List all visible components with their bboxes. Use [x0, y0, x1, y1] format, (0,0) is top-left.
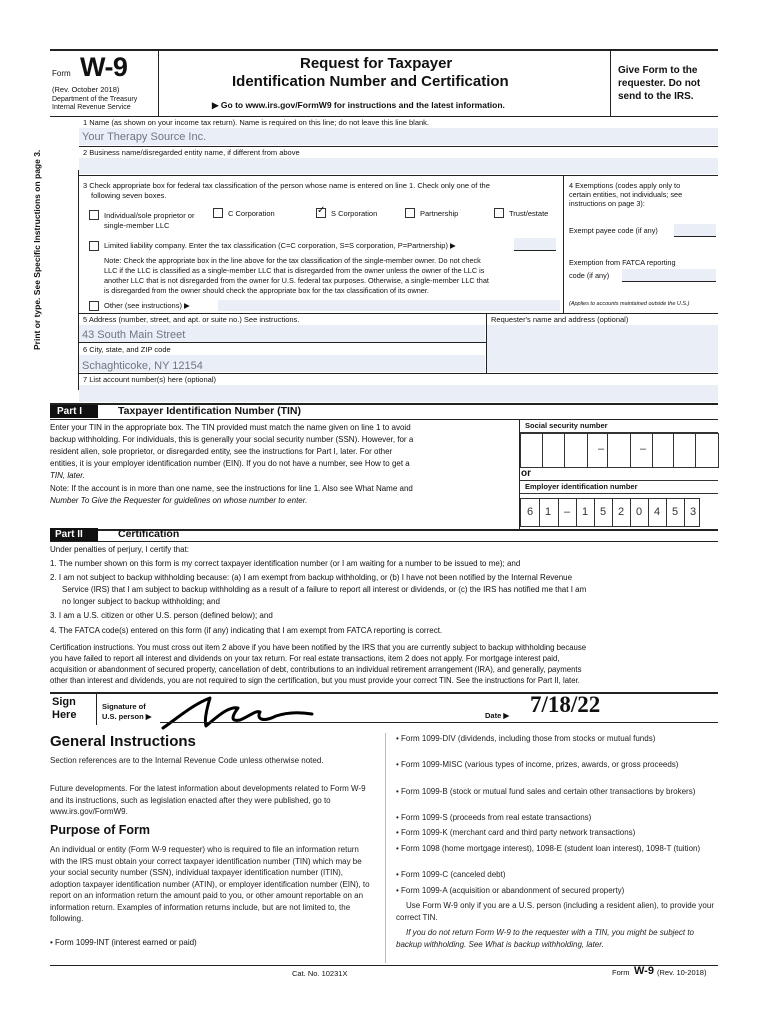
ssn-cell-divider — [587, 434, 588, 467]
fatca-label-2: code (if any) — [569, 271, 610, 280]
form-1099-misc: • Form 1099-MISC (various types of income, prizes, awards, or gross proceeds) — [396, 760, 679, 769]
part1-note-2: Number To Give the Requester for guidelines on whose number to enter. — [50, 496, 308, 505]
trust-estate-label: Trust/estate — [509, 209, 549, 218]
fatca-code-field[interactable] — [622, 269, 716, 281]
cert-instructions-2: you have failed to report all interest and dividends on your tax return. For real estate transactions, item 2 does not apply. For mortgage interest paid, — [50, 654, 560, 663]
note-line-3: another LLC that is not disregarded from the owner for U.S. federal tax purposes. Otherwise, a single-member LLC that — [104, 276, 489, 285]
ssn-cell-divider — [630, 434, 631, 467]
part2-tag-box — [50, 528, 98, 541]
requester-field[interactable] — [487, 325, 718, 372]
revision-date: (Rev. October 2018) — [52, 85, 120, 94]
part1-title: Taxpayer Identification Number (TIN) — [118, 405, 301, 417]
purpose-text: An individual or entity (Form W-9 requester) who is required to file an information return with the IRS must obtain your correct taxpayer identification number (TIN) which may be your social security number (SSN), individual taxpayer identification number (ITIN), adoption taxpayer identification number (ATIN), or employer identification number (EIN), to report on an information return the amount paid to you, or other amount reportable on an information return. Examples of information returns include, but are not limited to, the following. — [50, 845, 370, 923]
general-instructions-heading: General Instructions — [50, 733, 196, 750]
ein-header — [520, 480, 718, 494]
header-divider-right — [610, 50, 611, 116]
part1-para-5: TIN, later. — [50, 471, 85, 480]
s-corporation-checkbox[interactable] — [316, 205, 326, 218]
line2-rule — [79, 175, 718, 176]
form-title-1: Request for Taxpayer — [300, 55, 453, 72]
footer-form-label: Form — [612, 968, 630, 977]
part1-para-1: Enter your TIN in the appropriate box. The TIN provided must match the name given on line 1 to avoid — [50, 423, 411, 432]
checkmark-icon: ✓ — [317, 205, 326, 216]
ein-digit: 1 — [581, 506, 589, 518]
form-1099-a: • Form 1099-A (acquisition or abandonment of secured property) — [396, 886, 625, 895]
signature-label-1: Signature of — [102, 702, 146, 711]
fatca-label-1: Exemption from FATCA reporting — [569, 258, 676, 267]
line3-rule — [79, 313, 718, 314]
individual-label-1: Individual/sole proprietor or — [104, 211, 195, 220]
sidebar-print-label — [32, 149, 42, 350]
form-1099-c: • Form 1099-C (canceled debt) — [396, 870, 506, 879]
exemptions-line-1: 4 Exemptions (codes apply only to — [569, 181, 681, 190]
line5-label: 5 Address (number, street, and apt. or suite no.) See instructions. — [83, 315, 300, 324]
ein-digit: 6 — [526, 506, 534, 518]
llc-label: Limited liability company. Enter the tax classification (C=C corporation, S=S corporation, P=Partnership) ▶ — [104, 241, 456, 250]
c-corporation-checkbox[interactable] — [213, 208, 223, 218]
cert-item-2a: 2. I am not subject to backup withholding because: (a) I am exempt from backup withholding, or (b) I have not been notified by the Internal Revenue — [50, 573, 573, 582]
cert-item-4: 4. The FATCA code(s) entered on this form (if any) indicating that I am exempt from FATCA reporting is correct. — [50, 626, 443, 635]
sidebar-instructions-text: See Specific Instructions on page 3. — [32, 149, 42, 296]
exempt-payee-field[interactable] — [674, 224, 716, 236]
ein-digit: 0 — [635, 506, 643, 518]
ssn-header — [520, 420, 718, 433]
exemptions-line-2: certain entities, not individuals; see — [569, 190, 683, 199]
ein-digit: 5 — [671, 506, 679, 518]
ein-label: Employer identification number — [525, 482, 638, 491]
give-form-2: requester. Do not — [618, 78, 701, 89]
cert-instructions-4: other than interest and dividends, you are not required to sign the certification, but you must provide your correct TIN. See the instructions for Part II, later. — [50, 676, 580, 685]
ssn-input[interactable] — [520, 433, 719, 468]
signature-field[interactable] — [160, 692, 320, 732]
sign-label: Sign — [52, 696, 76, 708]
trust-estate-checkbox[interactable] — [494, 208, 504, 218]
ein-digit: 2 — [617, 506, 625, 518]
other-label: Other (see instructions) ▶ — [104, 301, 190, 310]
ssn-dash-2: – — [639, 443, 647, 455]
purpose-heading: Purpose of Form — [50, 823, 151, 837]
department-line: Department of the Treasury — [52, 96, 138, 103]
or-label: or — [521, 468, 531, 479]
form-1099-div: • Form 1099-DIV (dividends, including those from stocks or mutual funds) — [396, 734, 656, 743]
cert-bottom-rule — [50, 692, 718, 694]
part1-para-2: backup withholding. For individuals, this is generally your social security number (SSN). However, for a — [50, 435, 414, 444]
exempt-payee-label: Exempt payee code (if any) — [569, 226, 658, 235]
line3-label-b: following seven boxes. — [91, 191, 167, 200]
line6-rule — [79, 373, 718, 374]
section-references: Section references are to the Internal Revenue Code unless otherwise noted. — [50, 756, 324, 765]
part1-tag: Part I — [57, 406, 83, 417]
sidebar-print-text: Print or type. — [32, 297, 42, 350]
header-divider-left — [158, 50, 159, 116]
ein-digit: 5 — [599, 506, 607, 518]
cert-item-2c: no longer subject to backup withholding; and — [62, 597, 220, 606]
fatca-field-rule — [622, 281, 716, 282]
business-name-field[interactable] — [79, 158, 718, 174]
backup-withholding-text: If you do not return Form W-9 to the requester with a TIN, you might be subject to backup withholding. See What is backup withholding, later. — [396, 928, 694, 949]
top-rule — [50, 49, 718, 51]
exemptions-divider — [563, 175, 564, 314]
cert-instructions-3: acquisition or abandonment of secured property, cancellation of debt, contributions to an individual retirement arrangement (IRA), and generally, payments — [50, 665, 582, 674]
cert-instructions-1: Certification instructions. You must cross out item 2 above if you have been notified by the IRS that you are currently subject to backup withholding because — [50, 643, 587, 652]
part1-note-1: Note: If the account is in more than one name, see the instructions for line 1. Also see What Name and — [50, 484, 413, 493]
ssn-cell-divider — [542, 434, 543, 467]
line2-label: 2 Business name/disregarded entity name, if different from above — [83, 148, 300, 157]
form-1099-b: • Form 1099-B (stock or mutual fund sales and certain other transactions by brokers) — [396, 787, 696, 796]
form-1099-k: • Form 1099-K (merchant card and third party network transactions) — [396, 828, 636, 837]
date-value: 7/18/22 — [530, 692, 601, 717]
line1-label: 1 Name (as shown on your income tax return). Name is required on this line; do not leave this line blank. — [83, 118, 430, 127]
footer-form-name: W-9 — [634, 965, 654, 977]
form-name: W-9 — [80, 52, 128, 82]
part2-title: Certification — [118, 528, 180, 540]
signature-label-2: U.S. person ▶ — [102, 712, 152, 721]
ein-digit: 3 — [689, 506, 697, 518]
ein-input[interactable] — [520, 498, 700, 527]
header-bottom-rule — [50, 116, 718, 117]
date-label: Date ▶ — [485, 711, 510, 720]
signature-rule — [160, 722, 718, 723]
irs-line: Internal Revenue Service — [52, 104, 131, 111]
ssn-cell-divider — [564, 434, 565, 467]
form-title-2: Identification Number and Certification — [232, 73, 509, 90]
future-developments: Future developments. For the latest information about developments related to Form W-9 and its instructions, such as legislation enacted after they were published, go to www.irs.gov/FormW9. — [50, 784, 366, 816]
form-1098: • Form 1098 (home mortgage interest), 1098-E (student loan interest), 1098-T (tuition) — [396, 844, 701, 853]
line7-label: 7 List account number(s) here (optional) — [83, 375, 216, 384]
form-1099-s: • Form 1099-S (proceeds from real estate transactions) — [396, 813, 592, 822]
individual-label-2: single-member LLC — [104, 221, 170, 230]
sign-divider — [96, 693, 97, 725]
llc-classification-field[interactable] — [514, 238, 556, 250]
instructions-link[interactable]: ▶ Go to www.irs.gov/FormW9 for instructions and the latest information. — [212, 100, 505, 110]
partnership-label: Partnership — [420, 209, 459, 218]
part1-para-3: resident alien, sole proprietor, or disregarded entity, see the instructions for Part I, later. For other — [50, 447, 393, 456]
requester-label: Requester's name and address (optional) — [491, 315, 629, 324]
cert-item-2b: Service (IRS) that I am subject to backup withholding as a result of a failure to report all interest or dividends, or (c) the IRS has notified me that I am — [62, 585, 587, 594]
form-1099-int: • Form 1099-INT (interest earned or paid) — [50, 938, 197, 947]
signature-image — [160, 692, 320, 732]
note-line-2: LLC if the LLC is classified as a single-member LLC that is disregarded from the owner unless the owner of the LLC is — [104, 266, 485, 275]
ein-dash: – — [563, 506, 571, 518]
here-label: Here — [52, 709, 77, 721]
individual-checkbox[interactable] — [89, 210, 99, 220]
give-form-1: Give Form to the — [618, 65, 698, 76]
llc-field-rule — [514, 250, 556, 251]
ssn-label: Social security number — [525, 421, 608, 430]
fatca-applies-note: (Applies to accounts maintained outside the U.S.) — [569, 301, 690, 307]
address-value: 43 South Main Street — [82, 329, 186, 341]
part2-tag: Part II — [55, 529, 83, 540]
line1-rule — [79, 146, 718, 147]
form-label: Form — [52, 69, 71, 78]
city-state-zip-value: Schaghticoke, NY 12154 — [82, 360, 203, 372]
line3-label-a: 3 Check appropriate box for federal tax classification of the person whose name is entered on line 1. Check only one of the — [83, 181, 490, 190]
cert-item-1: 1. The number shown on this form is my correct taxpayer identification number (or I am waiting for a number to be issued to me); and — [50, 559, 521, 568]
cert-item-3: 3. I am a U.S. citizen or other U.S. person (defined below); and — [50, 611, 273, 620]
note-line-4: is disregarded from the owner should check the appropriate box for the tax classification of its owner. — [104, 286, 429, 295]
part2-rule — [50, 541, 718, 542]
other-field[interactable] — [218, 300, 560, 311]
partnership-checkbox[interactable] — [405, 208, 415, 218]
c-corporation-label: C Corporation — [228, 209, 275, 218]
line5-rule — [79, 342, 486, 343]
s-corporation-label: S Corporation — [331, 209, 378, 218]
note-line-1: Note: Check the appropriate box in the line above for the tax classification of the single-member owner. Do not check — [104, 256, 481, 265]
column-divider — [385, 733, 386, 963]
name-value: Your Therapy Source Inc. — [82, 131, 207, 143]
account-number-field[interactable] — [79, 385, 718, 402]
cert-intro: Under penalties of perjury, I certify that: — [50, 545, 190, 554]
ssn-dash-1: – — [597, 443, 605, 455]
other-checkbox[interactable] — [89, 301, 99, 311]
line6-label: 6 City, state, and ZIP code — [83, 345, 171, 354]
part1-para-4: entities, it is your employer identification number (EIN). If you do not have a number, see How to get a — [50, 459, 410, 468]
footer-revision: (Rev. 10-2018) — [657, 968, 707, 977]
use-form-text: Use Form W-9 only if you are a U.S. person (including a resident alien), to provide your correct TIN. — [396, 901, 714, 922]
part1-tag-box — [50, 405, 98, 418]
exemptions-line-3: instructions on page 3): — [569, 199, 645, 208]
catalog-number: Cat. No. 10231X — [292, 969, 348, 978]
ein-digit: 1 — [544, 506, 552, 518]
ssn-cell-divider — [673, 434, 674, 467]
ssn-cell-divider — [652, 434, 653, 467]
give-form-3: send to the IRS. — [618, 91, 694, 102]
ein-digit: 4 — [653, 506, 661, 518]
llc-checkbox[interactable] — [89, 241, 99, 251]
ssn-cell-divider — [695, 434, 696, 467]
exempt-payee-rule — [674, 236, 716, 237]
footer-rule — [50, 965, 718, 966]
